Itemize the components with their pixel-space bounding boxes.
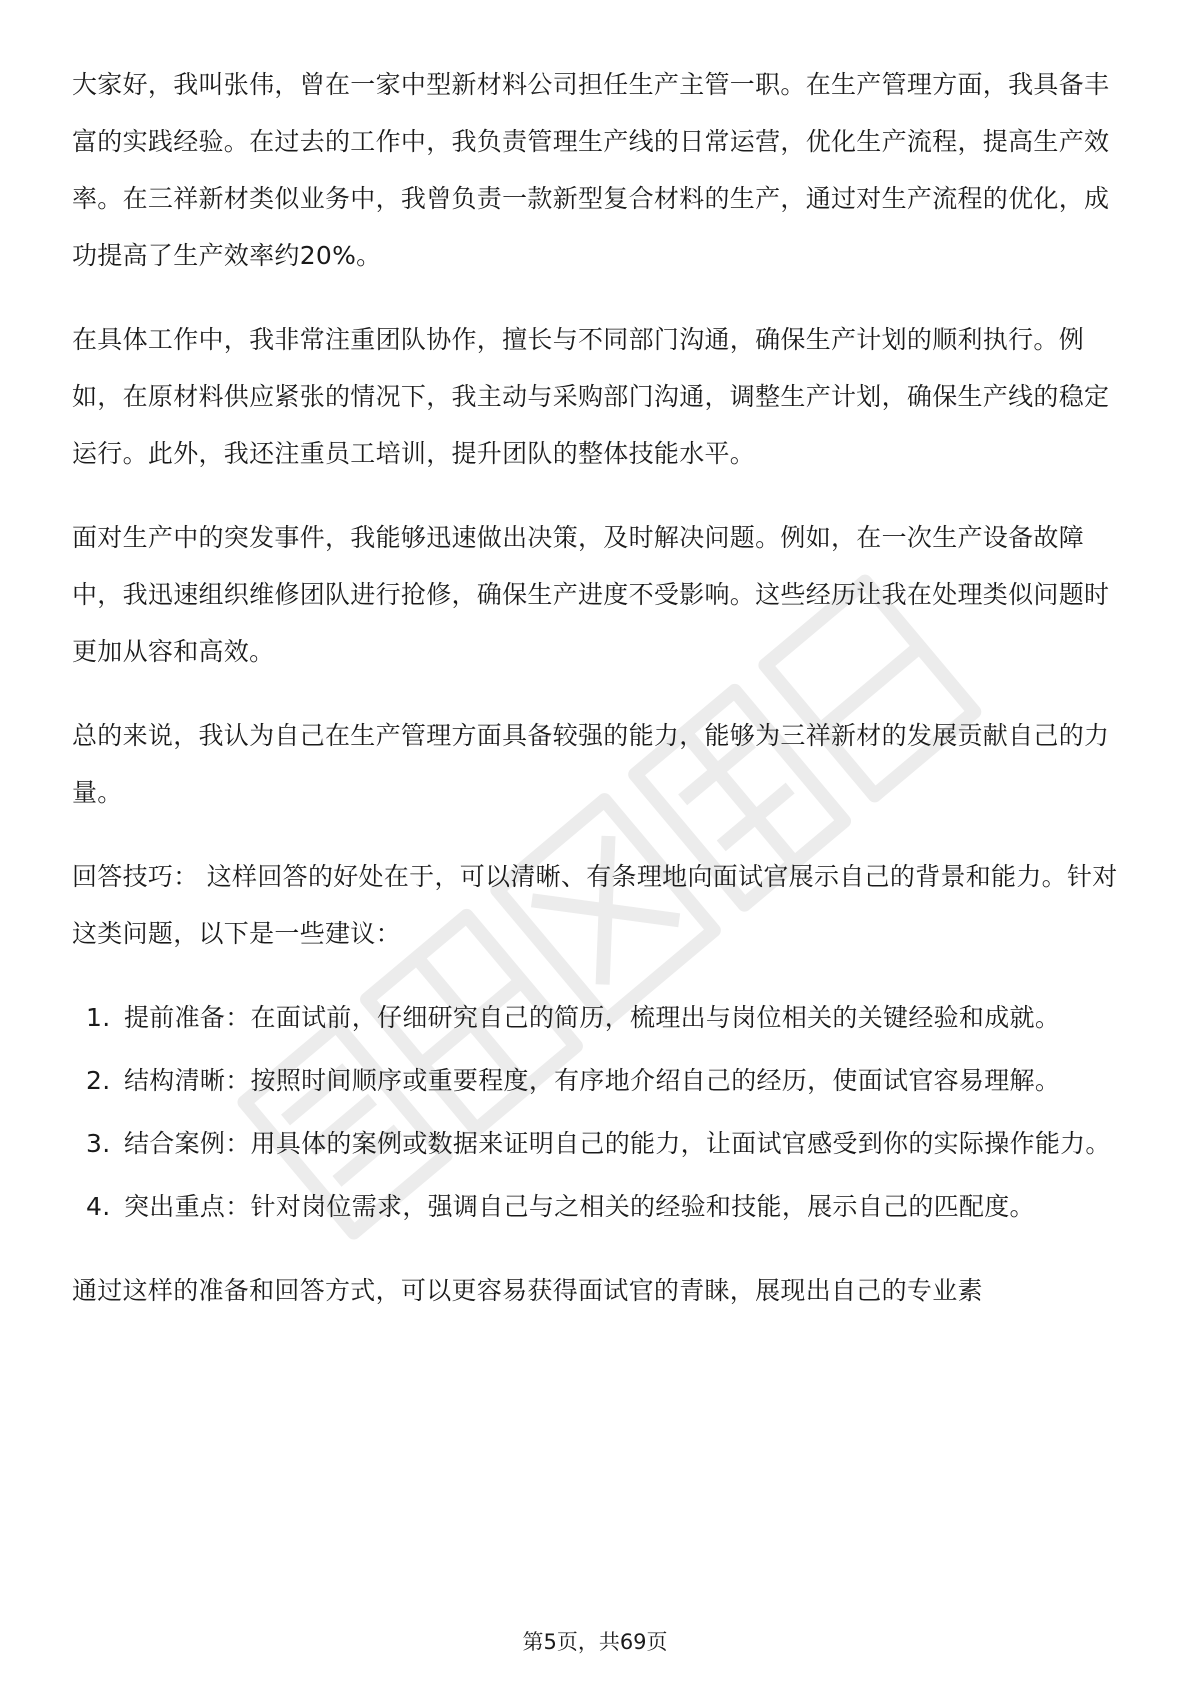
tip-title: 结合案例： (124, 1129, 251, 1158)
list-number: 1. (86, 1003, 111, 1032)
paragraph-closing: 通过这样的准备和回答方式，可以更容易获得面试官的青睐，展现出自己的专业素 (72, 1276, 983, 1305)
list-number: 4. (86, 1192, 111, 1221)
list-item (72, 1178, 1120, 1235)
tip-text: 针对岗位需求，强调自己与之相关的经验和技能，展示自己的匹配度。 (250, 1192, 1035, 1221)
paragraph-tips-intro: 回答技巧： 这样回答的好处在于，可以清晰、有条理地向面试官展示自己的背景和能力。针对这类问题，以下是一些建议： (72, 862, 1118, 948)
list-item (72, 1052, 1120, 1109)
paragraph-intro: 大家好，我叫张伟，曾在一家中型新材料公司担任生产主管一职。在生产管理方面，我具备丰富的实践经验。在过去的工作中，我负责管理生产线的日常运营，优化生产流程，提高生产效率。在三祥新材类似业务中，我曾负责一款新型复合材料的生产，通过对生产流程的优化，成功提高了生产效率约20%。 (72, 70, 1110, 270)
paragraph-emergency: 面对生产中的突发事件，我能够迅速做出决策，及时解决问题。例如，在一次生产设备故障中，我迅速组织维修团队进行抢修，确保生产进度不受影响。这些经历让我在处理类似问题时更加从容和高效。 (72, 523, 1110, 666)
tips-list (72, 989, 1120, 1235)
list-item (72, 989, 1120, 1046)
tip-text: 在面试前，仔细研究自己的简历，梳理出与岗位相关的关键经验和成就。 (250, 1003, 1061, 1032)
list-item (72, 1115, 1120, 1172)
document-page (72, 56, 1120, 1346)
tip-text: 用具体的案例或数据来证明自己的能力，让面试官感受到你的实际操作能力。 (250, 1129, 1111, 1158)
list-number: 2. (86, 1066, 111, 1095)
tip-title: 结构清晰： (124, 1066, 251, 1095)
tip-title: 突出重点： (124, 1192, 251, 1221)
page-footer: 第5页，共69页 (522, 1630, 668, 1654)
tip-text: 按照时间顺序或重要程度，有序地介绍自己的经历，使面试官容易理解。 (250, 1066, 1061, 1095)
tip-title: 提前准备： (124, 1003, 251, 1032)
list-number: 3. (86, 1129, 111, 1158)
paragraph-teamwork: 在具体工作中，我非常注重团队协作，擅长与不同部门沟通，确保生产计划的顺利执行。例如，在原材料供应紧张的情况下，我主动与采购部门沟通，调整生产计划，确保生产线的稳定运行。此外，我还注重员工培训，提升团队的整体技能水平。 (72, 325, 1110, 468)
paragraph-summary: 总的来说，我认为自己在生产管理方面具备较强的能力，能够为三祥新材的发展贡献自己的力量。 (72, 721, 1110, 807)
